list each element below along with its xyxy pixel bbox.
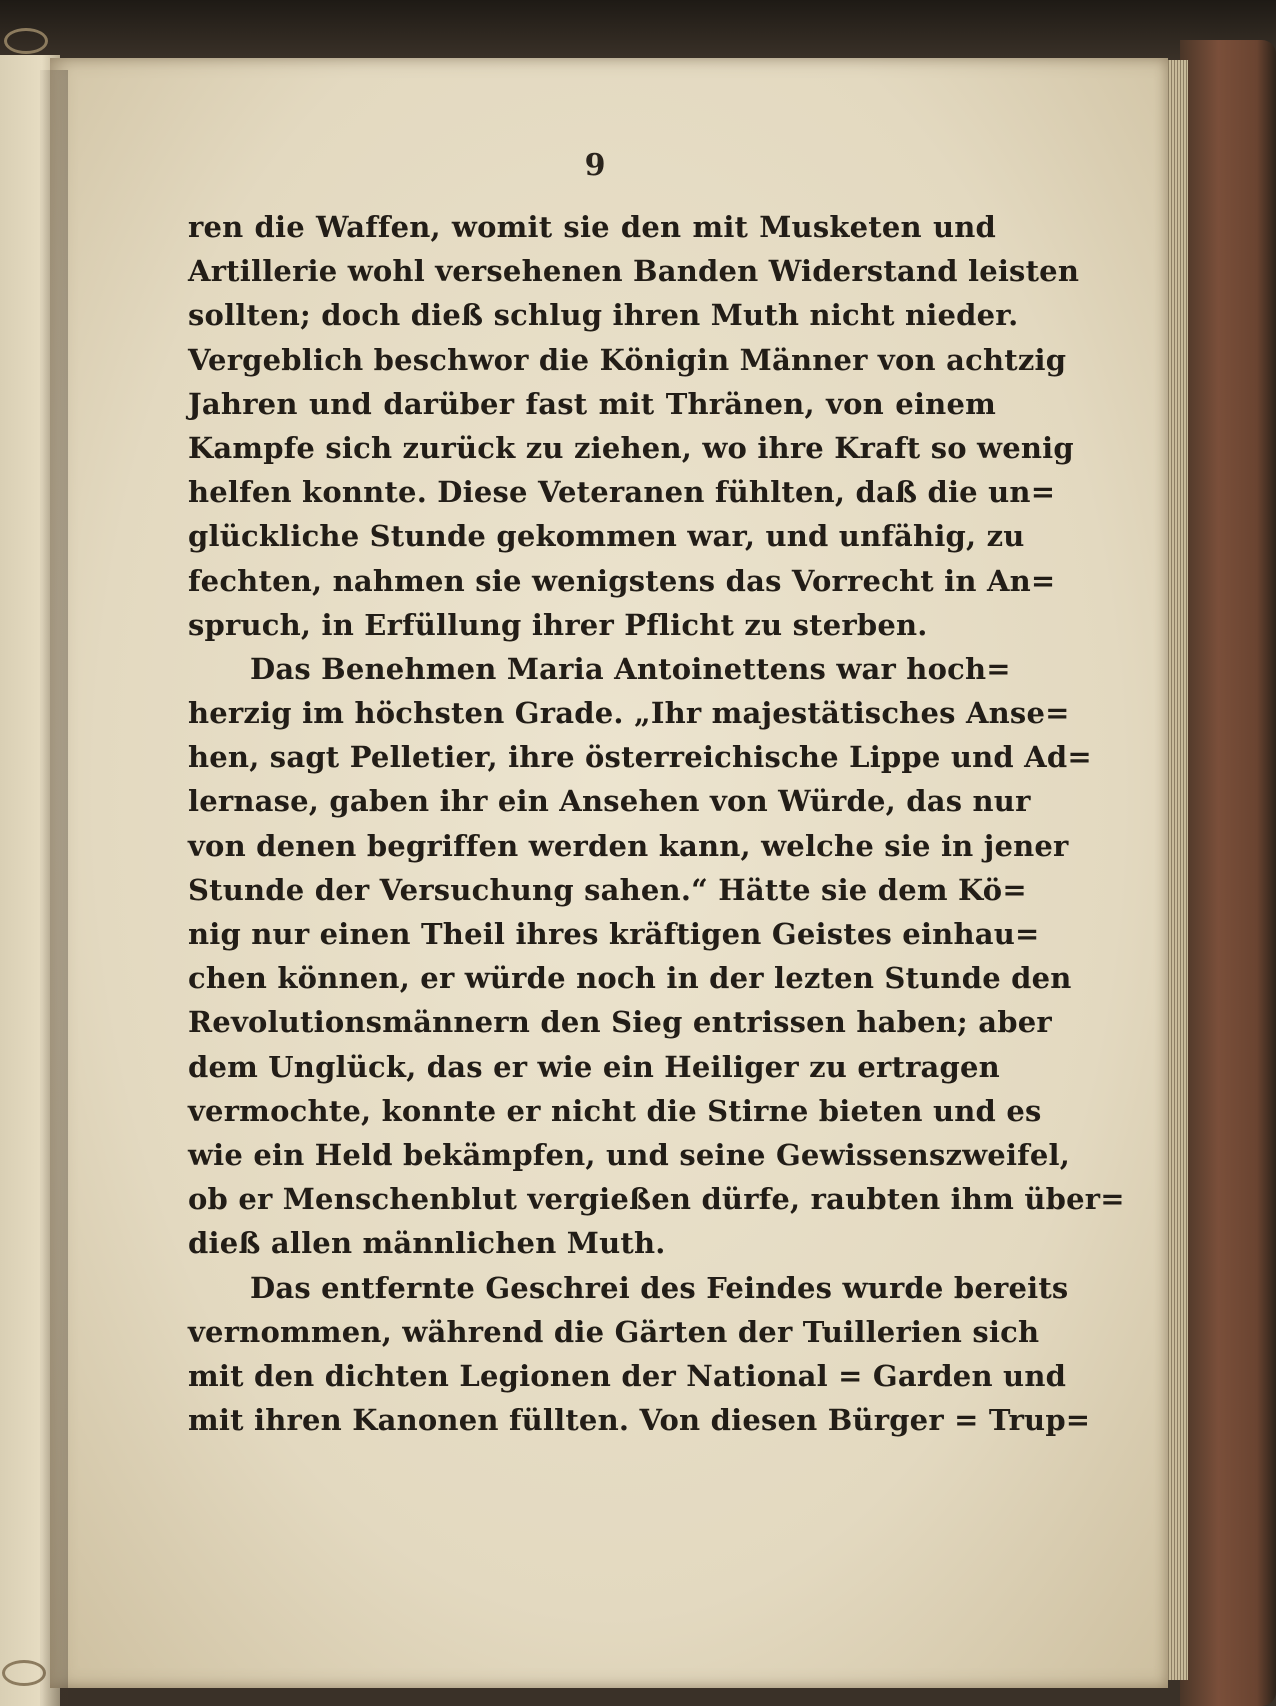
text-line: chen können, er würde noch in der lezten Stunde den <box>188 961 1072 996</box>
gutter-shadow <box>40 70 68 1706</box>
text-line: wie ein Held bekämpfen, und seine Gewissenszweifel, <box>188 1137 1071 1172</box>
text-line: Jahren und darüber fast mit Thränen, von einem <box>188 386 996 421</box>
body-text <box>188 205 1125 1442</box>
text-line: lernase, gaben ihr ein Ansehen von Würde, das nur <box>188 784 1031 819</box>
text-line: ob er Menschenblut vergießen dürfe, raubten ihm über= <box>188 1182 1125 1217</box>
text-line: mit den dichten Legionen der National = Garden und <box>188 1358 1067 1393</box>
page-number: 9 <box>584 148 606 183</box>
text-line: nig nur einen Theil ihres kräftigen Geistes einhau= <box>188 917 1040 951</box>
text-line: ren die Waffen, womit sie den mit Musketen und <box>188 210 996 244</box>
text-line: dem Unglück, das er wie ein Heiliger zu ertragen <box>188 1049 1000 1084</box>
text-line: Revolutionsmännern den Sieg entrissen haben; aber <box>188 1005 1052 1040</box>
text-line: helfen konnte. Diese Veteranen fühlten, daß die un= <box>188 475 1056 510</box>
text-line: hen, sagt Pelletier, ihre österreichische Lippe und Ad= <box>188 740 1092 775</box>
background-top <box>0 0 1276 60</box>
text-line: von denen begriffen werden kann, welche sie in jener <box>188 828 1069 863</box>
text-line: herzig im höchsten Grade. „Ihr majestätisches Anse= <box>188 696 1070 731</box>
text-line: glückliche Stunde gekommen war, und unfähig, zu <box>188 519 1025 554</box>
text-line: Kampfe sich zurück zu ziehen, wo ihre Kraft so wenig <box>188 430 1074 465</box>
binding-thread <box>4 28 48 54</box>
text-line: Das Benehmen Maria Antoinettens war hoch= <box>250 651 1011 686</box>
text-line: Stunde der Versuchung sahen.“ Hätte sie dem Kö= <box>188 872 1027 907</box>
text-line: sollten; doch dieß schlug ihren Muth nicht nieder. <box>188 298 1019 333</box>
text-line: Vergeblich beschwor die Königin Männer von achtzig <box>188 342 1067 377</box>
text-line: fechten, nahmen sie wenigstens das Vorrecht in An= <box>188 563 1056 598</box>
book-cover <box>1180 40 1276 1706</box>
text-line: Das entfernte Geschrei des Feindes wurde bereits <box>250 1270 1069 1305</box>
text-line: vernommen, während die Gärten der Tuillerien sich <box>188 1314 1040 1349</box>
text-line: vermochte, konnte er nicht die Stirne bieten und es <box>188 1093 1042 1128</box>
text-line: mit ihren Kanonen füllten. Von diesen Bürger = Trup= <box>188 1403 1091 1438</box>
text-line: spruch, in Erfüllung ihrer Pflicht zu sterben. <box>188 607 928 642</box>
text-line: Artillerie wohl versehenen Banden Widerstand leisten <box>188 254 1080 289</box>
text-line: dieß allen männlichen Muth. <box>188 1226 666 1261</box>
